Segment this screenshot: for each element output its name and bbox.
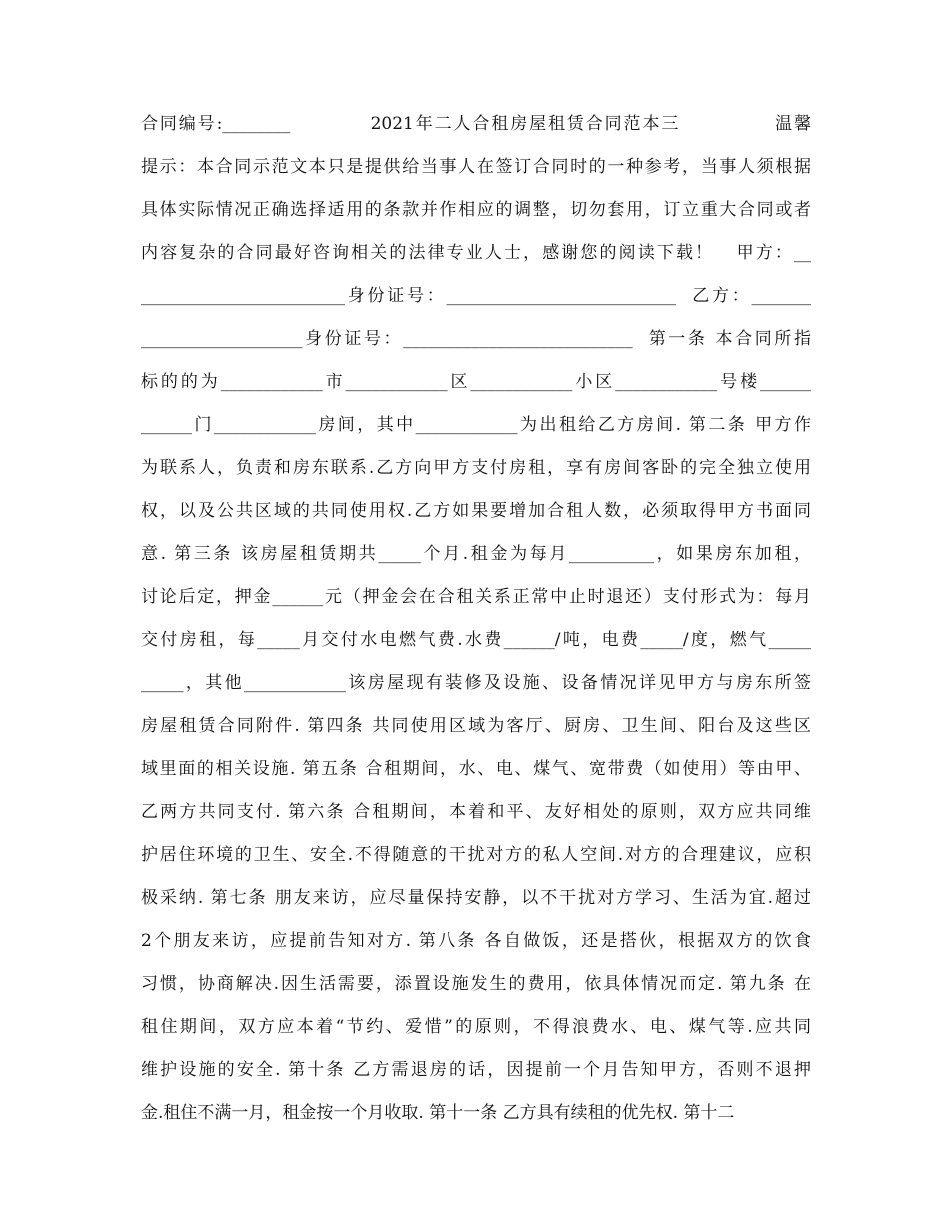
text-line: 习惯，协商解决.因生活需要，添置设施发生的费用，依具体情况而定. 第九条 在 xyxy=(141,974,811,994)
text-line: 房屋租赁合同附件. 第四条 共同使用区域为客厅、厨房、卫生间、阳台及这些区 xyxy=(141,716,811,736)
text-line: ______门____________房间，其中____________为出租给乙方房间. 第二条 甲方作 xyxy=(141,415,811,435)
text-line: 极采纳. 第七条 朋友来访，应尽量保持安静，以不干扰对方学习、生活为宜.超过 xyxy=(141,888,811,908)
text-line: 权，以及公共区域的共同使用权.乙方如果要增加合租人数，必须取得甲方书面同 xyxy=(141,501,811,521)
text-line: 内容复杂的合同最好咨询相关的法律专业人士，感谢您的阅读下载！ 甲方：__ xyxy=(141,243,811,263)
text-line: 合同编号:________ 2021年二人合租房屋租赁合同范本三 温馨 xyxy=(141,114,811,134)
text-line: ___________________身份证号：___________________________ 第一条 本合同所指 xyxy=(141,329,811,349)
text-line: 为联系人，负责和房东联系.乙方向甲方支付房租，享有房间客卧的完全独立使用 xyxy=(141,458,811,478)
text-line: ________________________身份证号：___________________________ 乙方：_______ xyxy=(141,286,811,306)
text-line: 具体实际情况正确选择适用的条款并作相应的调整，切勿套用，订立重大合同或者 xyxy=(141,200,811,220)
text-line: 租住期间，双方应本着“节约、爱惜”的原则，不得浪费水、电、煤气等.应共同 xyxy=(141,1017,811,1037)
text-line: _____，其他____________该房屋现有装修及设施、设备情况详见甲方与房东所签 xyxy=(141,673,811,693)
text-line: 域里面的相关设施. 第五条 合租期间，水、电、煤气、宽带费（如使用）等由甲、 xyxy=(141,759,811,779)
text-line: 金.租住不满一月，租金按一个月收取. 第十一条 乙方具有续租的优先权. 第十二 xyxy=(141,1103,735,1123)
text-line: 护居住环境的卫生、安全.不得随意的干扰对方的私人空间.对方的合理建议，应积 xyxy=(141,845,811,865)
text-line: 交付房租，每_____月交付水电燃气费.水费______/吨，电费_____/度，燃气_____ xyxy=(141,630,811,650)
text-line: 讨论后定，押金______元（押金会在合租关系正常中止时退还）支付形式为：每月 xyxy=(141,587,811,607)
text-line: 意. 第三条 该房屋租赁期共_____个月.租金为每月__________，如果房东加租， xyxy=(141,544,811,564)
text-line: 维护设施的安全. 第十条 乙方需退房的话，因提前一个月告知甲方，否则不退押 xyxy=(141,1060,811,1080)
text-line: 标的的为____________市____________区____________小区____________号楼______ xyxy=(141,372,811,392)
text-line: 乙两方共同支付. 第六条 合租期间，本着和平、友好相处的原则，双方应共同维 xyxy=(141,802,811,822)
text-line: 2个朋友来访，应提前告知对方. 第八条 各自做饭，还是搭伙，根据双方的饮食 xyxy=(141,931,811,951)
text-line: 提示：本合同示范文本只是提供给当事人在签订合同时的一种参考，当事人须根据 xyxy=(141,157,811,177)
